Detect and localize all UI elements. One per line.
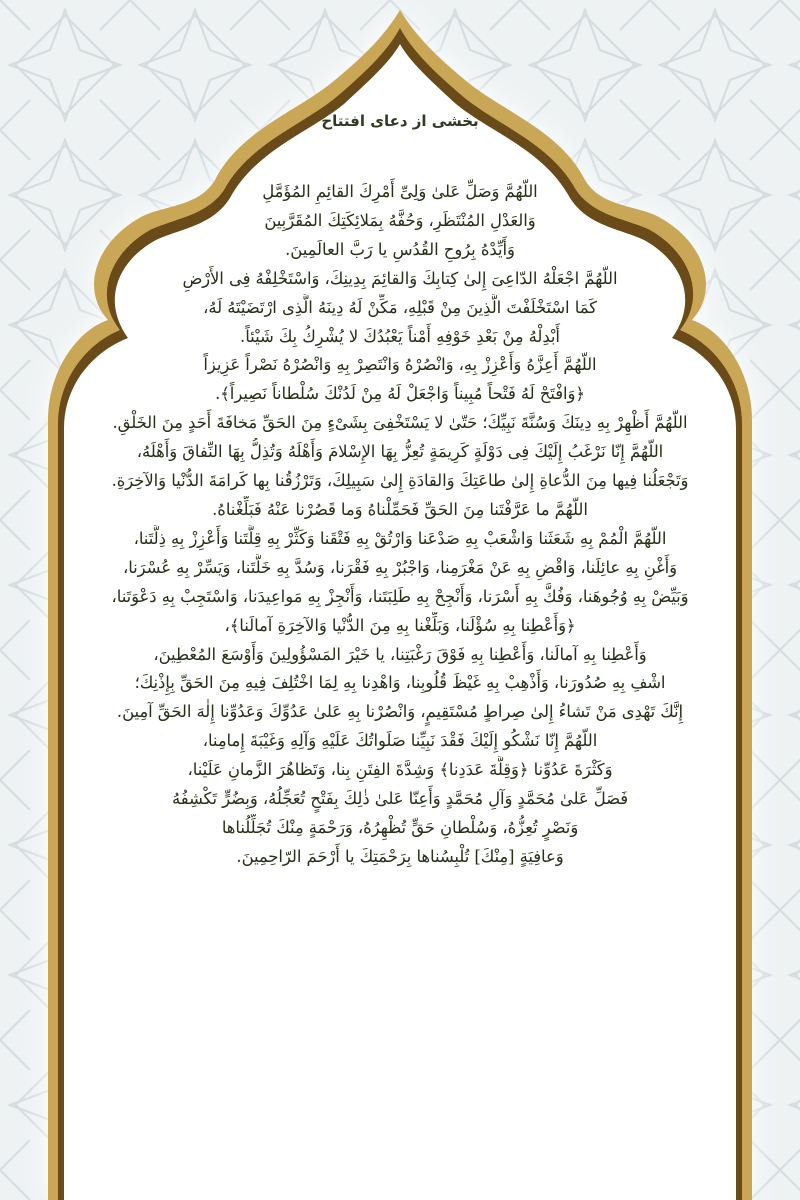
text-line: اشْفِ بِهِ صُدُورَنا، وَأَذْهِبْ بِهِ غَيْظَ قُلُوبِنا، وَاهْدِنا بِهِ لِمَا اخْتُلِفَ فِيهِ مِنَ الحَقِّ بِإِذْنِكَ؛ [134, 673, 666, 693]
dua-text [90, 178, 710, 872]
text-line: اللّهُمَّ أَعِزَّهُ وَأَعْزِزْ بِهِ، وَانْصُرْهُ وَانْتَصِرْ بِهِ وَانْصُرْهُ نَصْراً عَزِيزاً [203, 355, 597, 375]
text-line: وَأَيِّدْهُ بِرُوحِ القُدُسِ يا رَبَّ العالَمِينَ. [285, 239, 515, 259]
text-line: أَبْدِلْهُ مِنْ بَعْدِ خَوْفِهِ أَمْناً يَعْبُدُكَ لا يُشْرِكُ بِكَ شَيْئاً. [240, 326, 560, 346]
text-line: وَأَعْطِنا بِهِ آمالَنا، وَأَعْطِنا بِهِ فَوْقَ رَغْبَتِنا، يا خَيْرَ المَسْؤُولِينَ وَأَوْسَعَ المُعْطِينَ، [153, 644, 647, 664]
text-line: وَتَجْعَلُنا فِيها مِنَ الدُّعاةِ إِلىٰ طاعَتِكَ وَالقادَةِ إِلىٰ سَبِيلِكَ، وَتَرْزُقُنا بِها كَرامَةَ الدُّنْيا وَالآخِرَةِ. [111, 471, 689, 491]
text-line: اللّهُمَّ أَظْهِرْ بِهِ دِينَكَ وَسُنَّةَ نَبِيِّكَ؛ حَتّىٰ لا يَسْتَخْفِیَ بِشَیْءٍ مِنَ الحَقِّ مَخافَةَ أَحَدٍ مِنَ الخَلْقِ. [112, 413, 688, 433]
text-line: اللّهُمَّ إِنّا نَشْكُو إِلَيْكَ فَقْدَ نَبِيِّنا صَلَواتُكَ عَلَيْهِ وَآلِهِ وَغَيْبَةَ إِمامِنا، [202, 731, 598, 751]
page-title: بخشی از دعای افتتاح [321, 112, 479, 130]
text-line: اللّهُمَّ اجْعَلْهُ الدّاعِیَ إِلىٰ كِتابِكَ وَالقائِمَ بِدِينِكَ، وَاسْتَخْلِفْهُ فِی الأَرْضِ [182, 268, 618, 288]
text-line: اللّهُمَّ الْمُمْ بِهِ شَعَثَنا وَاشْعَبْ بِهِ صَدْعَنا وَارْتُقْ بِهِ فَتْقَنا وَكَثِّرْ بِهِ قِلَّتَنا وَأَعْزِزْ بِهِ ذِلَّتَنا، [133, 528, 667, 548]
text-line: اللّهُمَّ إِنّا نَرْغَبُ إِلَيْكَ فِی دَوْلَةٍ كَرِيمَةٍ تُعِزُّ بِهَا الإِسْلامَ وَأَهْلَهُ وَتُذِلُّ بِهَا النِّفاقَ وَأَهْلَهُ، [136, 442, 664, 462]
text-line: كَمَا اسْتَخْلَفْتَ الَّذِينَ مِنْ قَبْلِهِ، مَكِّنْ لَهُ دِينَهُ الَّذِی ارْتَضَيْتَهُ لَهُ، [203, 297, 597, 317]
text-line: ﴿وَأَعْطِنا بِهِ سُؤْلَنا، وَبَلِّغْنا بِهِ مِنَ الدُّنْيا وَالآخِرَةِ آمالَنا﴾، [224, 615, 576, 635]
text-line: وَالعَدْلِ المُنْتَظَرِ، وَحُفَّهُ بِمَلائِكَتِكَ المُقَرَّبِينَ [264, 210, 536, 230]
text-line: وَعافِيَةٍ [مِنْكَ] تُلْبِسُناها بِرَحْمَتِكَ يا أَرْحَمَ الرّاحِمِينَ. [236, 846, 564, 866]
text-line: فَصَلِّ عَلىٰ مُحَمَّدٍ وَآلِ مُحَمَّدٍ وَأَعِنّا عَلىٰ ذٰلِكَ بِفَتْحٍ تُعَجِّلُهُ، وَبِضُرٍّ تَكْشِفُهُ [172, 789, 628, 809]
text-line: وَنَصْرٍ تُعِزُّهُ، وَسُلْطانِ حَقٍّ تُظْهِرُهُ، وَرَحْمَةٍ مِنْكَ تُجَلِّلُناها [221, 817, 579, 837]
text-line: ﴿وَافْتَحْ لَهُ فَتْحاً مُبِيناً وَاجْعَلْ لَهُ مِنْ لَدُنْكَ سُلْطاناً نَصِيراً﴾. [215, 384, 585, 404]
text-line: وَبَيِّضْ بِهِ وُجُوهَنا، وَفُكَّ بِهِ أَسْرَنا، وَأَنْجِحْ بِهِ طَلِبَتَنا، وَأَنْجِزْ بِهِ مَواعِيدَنا، وَاسْتَجِبْ بِهِ دَعْوَتَنا، [111, 586, 689, 606]
text-line: اللّهُمَّ وَصَلِّ عَلىٰ وَلِیِّ أَمْرِكَ القائِمِ المُؤَمَّلِ [262, 182, 538, 201]
text-line: إِنَّكَ تَهْدِی مَنْ تَشاءُ إِلىٰ صِراطٍ مُسْتَقِيمٍ، وَانْصُرْنا بِهِ عَلىٰ عَدُوِّكَ وَعَدُوِّنا إِلٰهَ الحَقِّ آمِينَ. [116, 702, 684, 722]
text-line: وَكَثْرَةَ عَدُوِّنا ﴿وَقِلَّةَ عَدَدِنا﴾ وَشِدَّةَ الفِتَنِ بِنا، وَتَظاهُرَ الزَّمانِ عَلَيْنا، [187, 760, 613, 780]
text-line: اللّهُمَّ ما عَرَّفْتَنا مِنَ الحَقِّ فَحَمِّلْناهُ وَما قَصُرْنا عَنْهُ فَبَلِّغْناهُ. [212, 499, 588, 519]
text-line: وَأَغْنِ بِهِ عائِلَنا، وَاقْضِ بِهِ عَنْ مَغْرَمِنا، وَاجْبُرْ بِهِ فَقْرَنا، وَسُدَّ بِهِ خَلَّتَنا، وَيَسِّرْ بِهِ عُسْرَنا، [122, 557, 678, 577]
